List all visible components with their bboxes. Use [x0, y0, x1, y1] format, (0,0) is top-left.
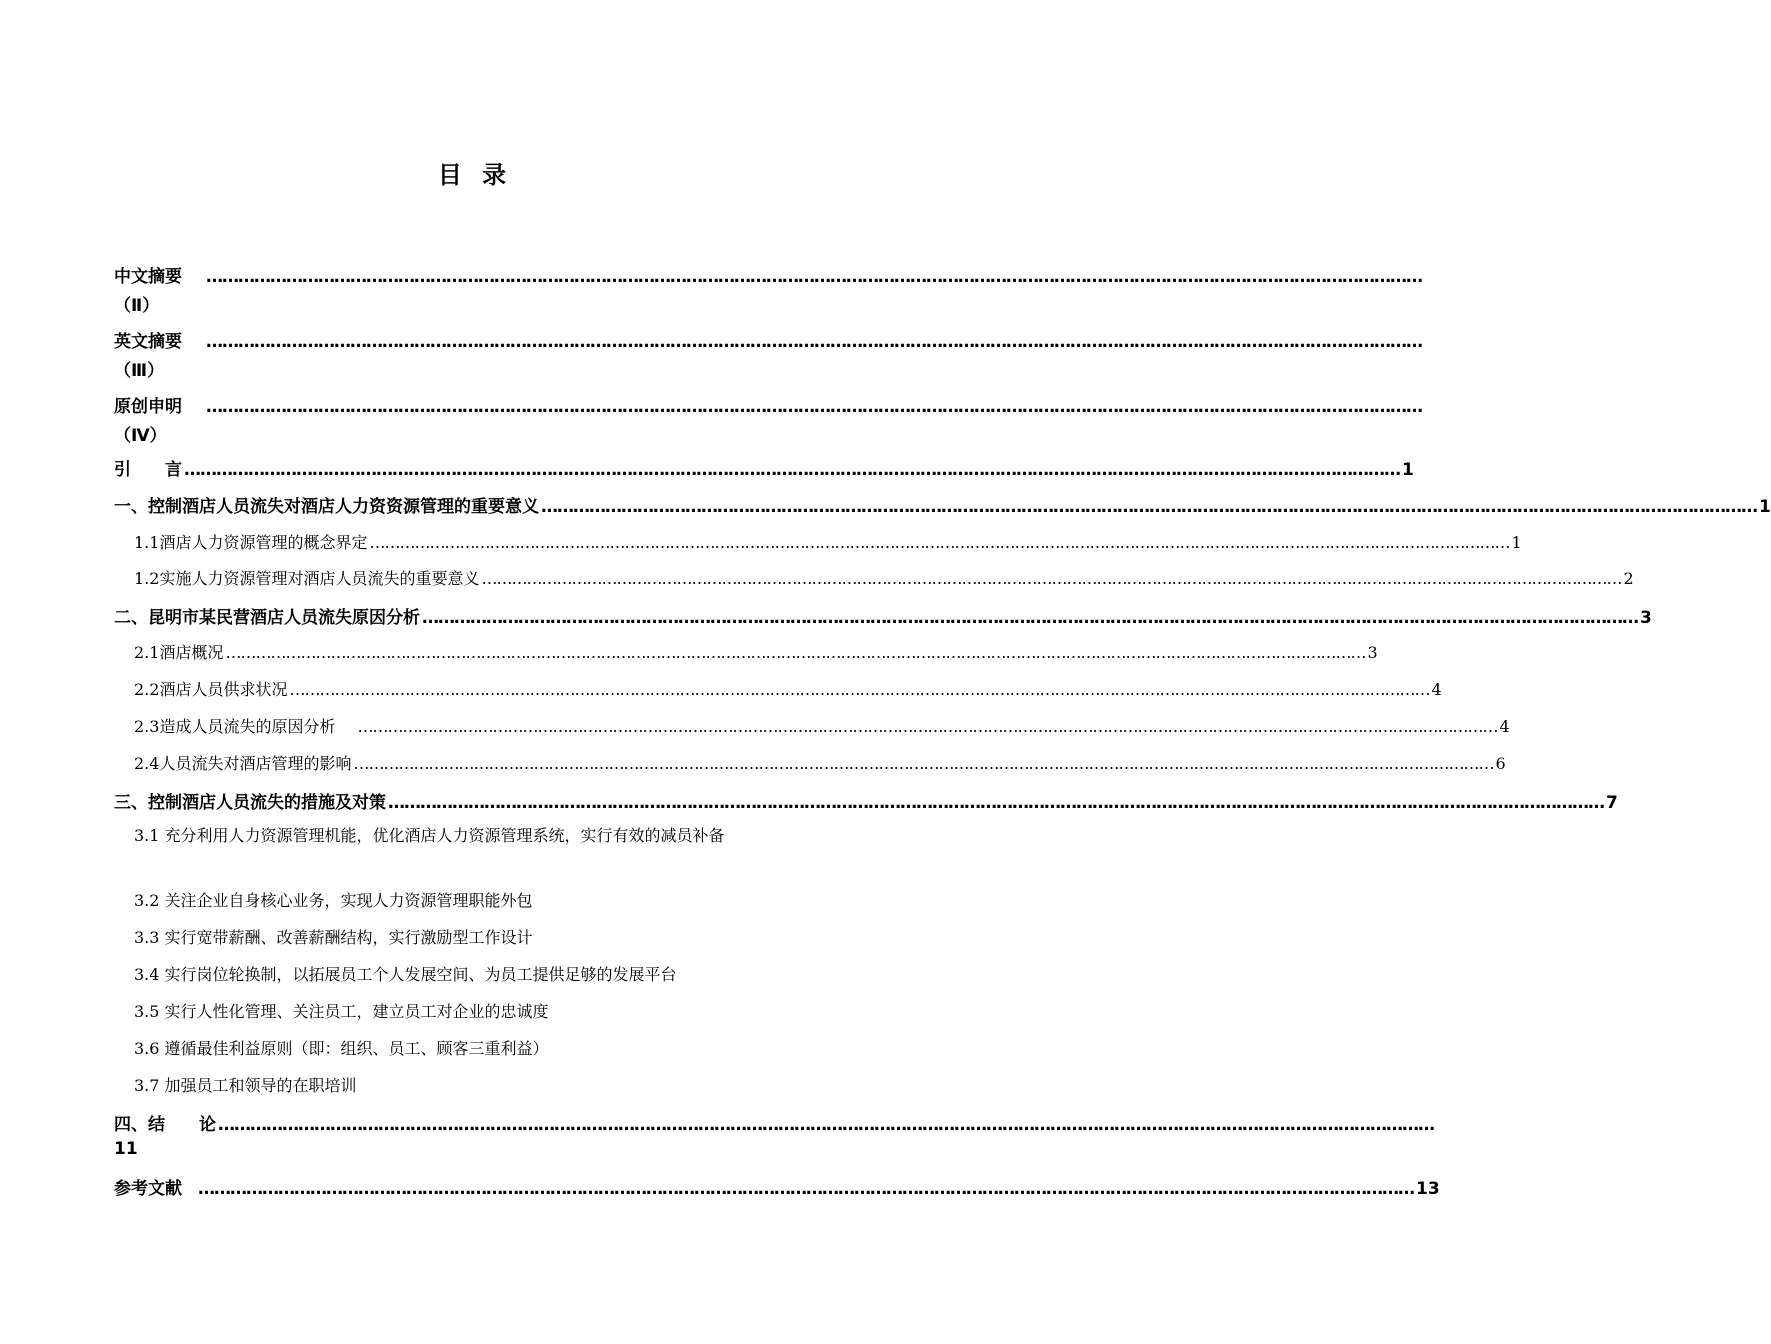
- toc-label: 中文摘要: [114, 267, 182, 287]
- toc-leader-dots: …………………………………………………………………………………………………………………………………………………………………………………………………………: [388, 793, 1604, 813]
- toc-label: 昆明市某民营酒店人员流失原因分析: [148, 608, 420, 628]
- toc-label: 四、结 论: [114, 1115, 216, 1135]
- toc-label: 英文摘要: [114, 332, 182, 352]
- toc-label: 原创申明: [114, 397, 182, 417]
- toc-page-number: 7: [1606, 793, 1618, 813]
- toc-entry-3-2[interactable]: 3.2 关注企业自身核心业务，实现人力资源管理职能外包: [134, 891, 533, 910]
- toc-leader-dots: …………………………………………………………………………………………………………………………………………………………………………………………………………: [198, 1179, 1414, 1199]
- toc-entry-chinese-abstract[interactable]: [114, 262, 1422, 316]
- toc-number: 一、: [114, 497, 148, 517]
- toc-page-number: 4: [1431, 680, 1442, 699]
- toc-page-number: 2: [1623, 569, 1634, 588]
- toc-number: 2.1: [134, 643, 160, 662]
- toc-entry-conclusion[interactable]: [114, 1110, 1434, 1159]
- toc-entry-1-2[interactable]: [134, 566, 1634, 589]
- toc-entry-3-7[interactable]: 3.7 加强员工和领导的在职培训: [134, 1076, 357, 1095]
- toc-number: 1.1: [134, 533, 160, 552]
- toc-page-number: 11: [114, 1139, 138, 1159]
- toc-entry-3-3[interactable]: 3.3 实行宽带薪酬、改善薪酬结构，实行激励型工作设计: [134, 928, 533, 947]
- toc-number: 2.2: [134, 680, 160, 699]
- toc-entry-chapter-1[interactable]: [114, 492, 1771, 517]
- toc-page-number: 4: [1499, 717, 1510, 736]
- toc-entry-2-3[interactable]: [134, 714, 1510, 737]
- toc-entry-chapter-3[interactable]: [114, 788, 1618, 813]
- toc-page-number: （Ⅱ）: [114, 296, 160, 316]
- toc-leader-dots: …………………………………………………………………………………………………………………………………………………………………………………………………………: [481, 569, 1622, 588]
- page-title: 目 录: [437, 161, 513, 189]
- toc-label: 引 言: [114, 460, 182, 480]
- toc-number: 2.4: [134, 754, 160, 773]
- toc-page-number: （Ⅲ）: [114, 361, 165, 381]
- toc-label: 酒店概况: [159, 643, 224, 662]
- toc-label: 造成人员流失的原因分析: [159, 717, 336, 736]
- toc-leader-dots: …………………………………………………………………………………………………………………………………………………………………………………………………………: [225, 643, 1366, 662]
- toc-leader-dots: …………………………………………………………………………………………………………………………………………………………………………………………………………: [206, 267, 1422, 287]
- toc-label: 实施人力资源管理对酒店人员流失的重要意义: [159, 569, 480, 588]
- toc-page-number: 13: [1416, 1179, 1440, 1199]
- toc-number: 1.2: [134, 569, 160, 588]
- toc-leader-dots: …………………………………………………………………………………………………………………………………………………………………………………………………………: [289, 680, 1430, 699]
- toc-entry-2-1[interactable]: [134, 640, 1378, 663]
- toc-entry-2-4[interactable]: [134, 751, 1506, 774]
- toc-entry-chapter-2[interactable]: [114, 603, 1652, 628]
- toc-entry-3-1[interactable]: 3.1 充分利用人力资源管理机能，优化酒店人力资源管理系统，实行有效的减员补备: [134, 826, 725, 845]
- toc-page-number: 3: [1367, 643, 1378, 662]
- toc-entry-1-1[interactable]: [134, 530, 1522, 553]
- toc-entry-introduction[interactable]: [114, 455, 1414, 480]
- toc-leader-dots: …………………………………………………………………………………………………………………………………………………………………………………………………………: [541, 497, 1757, 517]
- toc-number: 二、: [114, 608, 148, 628]
- toc-leader-dots: …………………………………………………………………………………………………………………………………………………………………………………………………………: [357, 717, 1498, 736]
- toc-label: 三、控制酒店人员流失的措施及对策: [114, 793, 386, 813]
- toc-label: 参考文献: [114, 1179, 182, 1199]
- toc-label: 酒店人员供求状况: [159, 680, 288, 699]
- toc-entry-3-5[interactable]: 3.5 实行人性化管理、关注员工，建立员工对企业的忠诚度: [134, 1002, 549, 1021]
- toc-leader-dots: …………………………………………………………………………………………………………………………………………………………………………………………………………: [206, 397, 1422, 417]
- toc-number: 2.3: [134, 717, 160, 736]
- toc-entry-3-4[interactable]: 3.4 实行岗位轮换制，以拓展员工个人发展空间、为员工提供足够的发展平台: [134, 965, 677, 984]
- toc-label: 酒店人力资源管理的概念界定: [159, 533, 368, 552]
- toc-label: 控制酒店人员流失对酒店人力资资源管理的重要意义: [148, 497, 539, 517]
- toc-page-number: 1: [1402, 460, 1414, 480]
- toc-page-number: 1: [1511, 533, 1522, 552]
- toc-page-number: 1: [1759, 497, 1771, 517]
- toc-leader-dots: …………………………………………………………………………………………………………………………………………………………………………………………………………: [184, 460, 1400, 480]
- toc-leader-dots: …………………………………………………………………………………………………………………………………………………………………………………………………………: [353, 754, 1494, 773]
- toc-leader-dots: …………………………………………………………………………………………………………………………………………………………………………………………………………: [422, 608, 1638, 628]
- toc-page-number: 6: [1495, 754, 1506, 773]
- toc-leader-dots: …………………………………………………………………………………………………………………………………………………………………………………………………………: [206, 332, 1422, 352]
- toc-leader-dots: …………………………………………………………………………………………………………………………………………………………………………………………………………: [218, 1115, 1434, 1135]
- toc-leader-dots: …………………………………………………………………………………………………………………………………………………………………………………………………………: [369, 533, 1510, 552]
- toc-entry-originality-statement[interactable]: [114, 392, 1422, 446]
- toc-entry-2-2[interactable]: [134, 677, 1442, 700]
- toc-entry-references[interactable]: [114, 1174, 1440, 1199]
- toc-label: 人员流失对酒店管理的影响: [159, 754, 352, 773]
- toc-entry-english-abstract[interactable]: [114, 327, 1422, 381]
- toc-page-number: 3: [1640, 608, 1652, 628]
- toc-page-number: （Ⅳ）: [114, 426, 167, 446]
- toc-entry-3-6[interactable]: 3.6 遵循最佳利益原则（即：组织、员工、顾客三重利益）: [134, 1039, 549, 1058]
